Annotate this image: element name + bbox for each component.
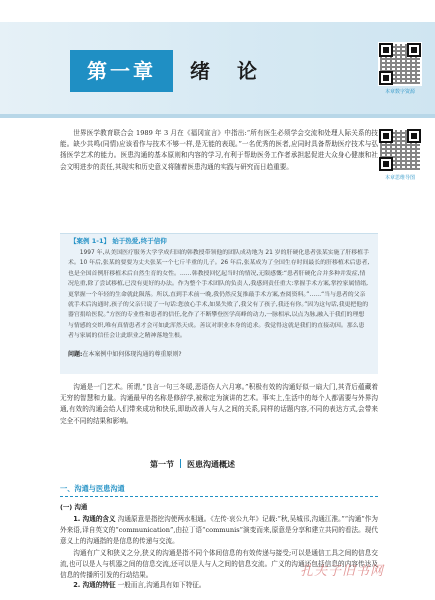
section-title: 医患沟通概述 [187, 460, 235, 469]
chapter-title: 绪 论 [190, 59, 267, 83]
point-label: 2. 沟通的特征 [73, 581, 116, 589]
section-heading [150, 457, 235, 473]
subsubsection-heading: (一) 沟通 [60, 503, 88, 511]
point-text: 一般而言,沟通具有如下特征。 [117, 581, 206, 589]
chapter-number: 第一章 [70, 50, 173, 92]
case-paragraph: 1997 年,从美国医疗服务大学学成归国的韩教授带领他的团队成功地为 21 岁的肝硬化患者张某实施了肝移植手术。10 年后,张某的要要为丈夫张某一个七斤半重的儿子。26 年后,张某成为了全国生存时间最长的肝移植术后患者,也是全国首例肝移植术后自然生育的女性。……韩教授回忆起当时的情况,无限感慨:“患者肝硬化合并多种并发症,情况危重,除了尝试移植,已没有更好的办法。作为整个手术团队的负责人,我感到责任重大:掌握手术方案,掌控家属情绪,更掌握一个年轻的生命就此陨落。所以,直到手术前一晚,我仍然反复推敲手术方案,查阅资料。”……“当与患者的父亲就手术后沟通时,孩子的父亲只说了一句话:您放心手术,如果失败了,我父有了孩子,我还有你。”因为这句话,我更把他的器官捐给医院。”方医的专业性和患者的信任,化作了不断攀登医学高峰的动力,一脉相承,以点为脉,融入于我们的理想与情感的交织,唯有真情患者才会可如此浑然天成。善议对职业本身的追求。我觉得这就是我们的直接动因。那么患者与家属的信任会让此职业之精神落地生根。 [68, 250, 370, 340]
qr-code-mind-map[interactable] [378, 128, 422, 172]
watermark: 孔夫子旧书网 [300, 564, 385, 579]
intro-paragraph: 世界医学教育联合会 1989 年 3 月在《福冈宣言》中指出:“所有医生必须学会交流和处理人际关系的技能。缺少共鸣(同情)应该看作与技术不够一样,是无能的表现。”一名优秀的医者,应同时具备帮助医疗技术与弘扬医学艺术的能力。医患沟通的基本原则和内容的学习,有利于帮助医务工作者承担起促进大众身心健康和社会文明进步的责任,其现实和历史意义将随着医患沟通的实践与研究而日趋重要。 [60, 129, 378, 171]
question-text: 在本案例中如何体现沟通的尊重原则? [82, 351, 182, 358]
case-title: 【案例 1-1】 始于热爱,终于信仰 [70, 237, 167, 245]
header-stripe [0, 114, 435, 118]
question-label: 问题: [68, 351, 83, 358]
point-label: 1. 沟通的含义 [73, 515, 116, 523]
point-text: 沟通原意是指挖沟使两水相通。《左传·哀公九年》记载:“秋,吴城邗,沟通江淮。”“沟通”作为外来语,译自英文的“communication”,由拉丁语“communis”演变而来,原意是分享和建立共同的看法。现代意义上的沟通指的是信息的传递与交流。 [60, 515, 378, 546]
section-divider [180, 459, 181, 468]
body-paragraph: 沟通是一门艺术。所谓,“良言一句三冬暖,恶语伤人六月寒。”积极有效的沟通好似一扇大门,其背后蕴藏着无穷的智慧和力量。沟通最早的名称是修辞学,被称定为演讲的艺术。事实上,生活中的每个人都需要与外界沟通,有效的沟通会给人们带来成功和快乐,即助改善人与人之间的关系,同样的话题内容,不同的表达方式,会带来完全不同的结果和影响。 [60, 383, 378, 425]
subsection-heading: 一、沟通与医患沟通 [60, 482, 378, 497]
qr-code-digital-resources[interactable] [378, 42, 422, 86]
point-paragraph [60, 514, 378, 548]
section-number: 第一节 [150, 460, 174, 469]
point-paragraph [60, 580, 205, 591]
case-question [68, 349, 370, 358]
point-text: 沟通有广义和狭义之分,狭义的沟通是指不同个体间信息的有效传递与接受;可以是通信工具之间的信息交流,也可以是人与机器之间的信息交流,还可以是人与人之间的信息交流。广义的沟通还包括信息的内容传达及信息的传播所引发的行动结果。 [60, 549, 378, 580]
qr-caption: 本章数字资源 [384, 89, 415, 95]
qr-caption: 本章思维导图 [384, 175, 415, 181]
